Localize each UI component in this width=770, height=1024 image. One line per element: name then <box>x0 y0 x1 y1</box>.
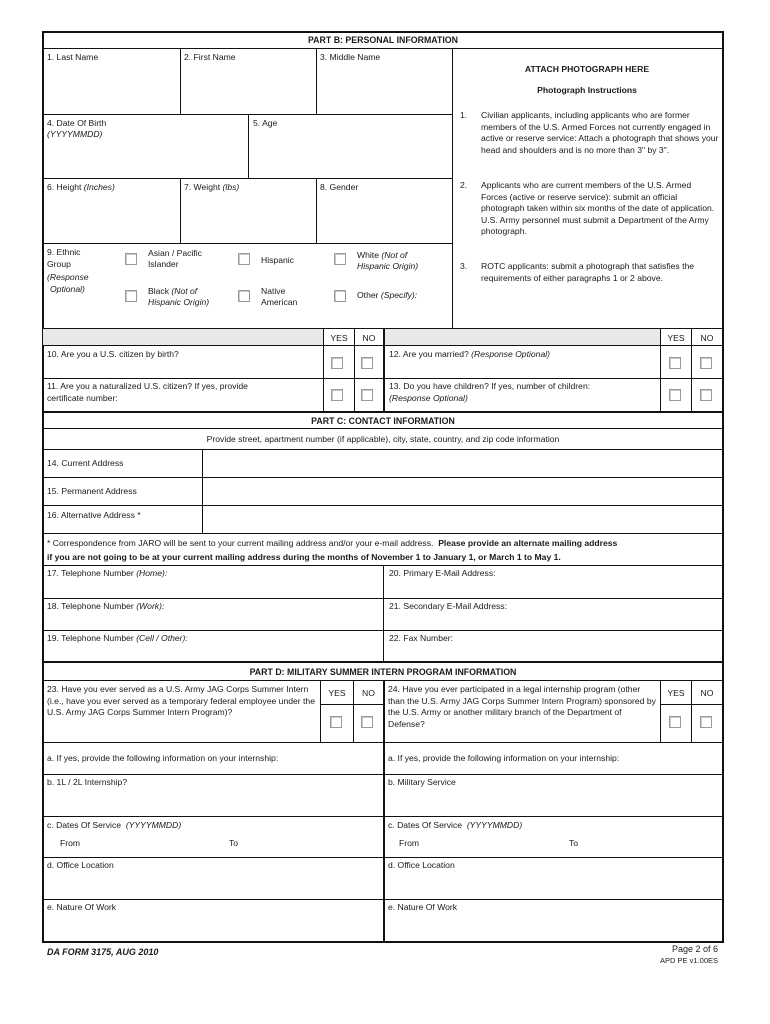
q11-no-checkbox[interactable] <box>361 389 373 401</box>
gender-field[interactable] <box>317 195 451 242</box>
black-label: Black <box>148 286 170 296</box>
q11-yes-checkbox[interactable] <box>331 389 343 401</box>
alternative-address-field[interactable] <box>203 506 722 533</box>
tel-work-qualifier: (Work): <box>136 601 165 611</box>
q24-no-checkbox[interactable] <box>700 716 712 728</box>
white-qualifier: (Not of <box>381 250 408 260</box>
native-checkbox[interactable] <box>238 290 250 302</box>
tel-home-field[interactable] <box>44 580 382 597</box>
age-field[interactable] <box>249 130 451 177</box>
nature-of-work-right-label: e. Nature Of Work <box>388 902 458 912</box>
other-checkbox[interactable] <box>334 290 346 302</box>
q11-label-1: 11. Are you a naturalized U.S. citizen? If yes, provide <box>47 381 248 391</box>
middle-name-field[interactable] <box>317 64 451 113</box>
q12-optional: (Response Optional) <box>471 349 550 359</box>
q24-yes-header: YES <box>667 688 685 698</box>
photo-title: ATTACH PHOTOGRAPH HERE <box>524 64 650 74</box>
email-primary-label: 20. Primary E-Mail Address: <box>389 568 496 578</box>
current-address-field[interactable] <box>203 450 722 477</box>
weight-field[interactable] <box>181 195 315 242</box>
q13-yes-checkbox[interactable] <box>669 389 681 401</box>
from-label-right: From <box>399 838 420 848</box>
weight-label: 7. Weight <box>184 182 221 192</box>
age-label: 5. Age <box>253 118 278 128</box>
q13-label: 13. Do you have children? If yes, number of children: <box>389 381 591 391</box>
alternative-address-label: 16. Alternative Address * <box>47 510 141 520</box>
gender-label: 8. Gender <box>320 182 359 192</box>
current-address-label: 14. Current Address <box>47 458 124 468</box>
black-checkbox[interactable] <box>125 290 137 302</box>
tel-home-qualifier: (Home): <box>136 568 168 578</box>
q12-label: 12. Are you married? <box>389 349 469 359</box>
to-label-left: To <box>229 838 239 848</box>
email-primary-field[interactable] <box>385 580 722 597</box>
from-label-left: From <box>60 838 81 848</box>
native-label-2: American <box>261 297 298 307</box>
last-name-field[interactable] <box>44 64 179 113</box>
frame-right <box>722 31 724 943</box>
correspondence-note-2: if you are not going to be at your current mailing address during the months of November 1 to January 1, or March 1 to May 1. <box>47 552 561 562</box>
q10-no-checkbox[interactable] <box>361 357 373 369</box>
no-header-right: NO <box>700 333 714 343</box>
to-date-left-field[interactable] <box>246 834 376 854</box>
part-c-title: PART C: CONTACT INFORMATION <box>311 416 455 426</box>
q12-yes-checkbox[interactable] <box>669 357 681 369</box>
nature-of-work-left-label: e. Nature Of Work <box>47 902 117 912</box>
q23-no-header: NO <box>362 688 375 698</box>
part-b-title: PART B: PERSONAL INFORMATION <box>307 35 459 45</box>
frame-top <box>42 31 724 33</box>
dates-format-right: (YYYYMMDD) <box>466 820 523 830</box>
ethnic-label-1: 9. Ethnic <box>47 247 81 257</box>
instr-3-text: ROTC applicants: submit a photograph that satisfies the requirements of either paragraphs 1 or 2 above. <box>481 261 695 283</box>
height-unit: (Inches) <box>83 182 115 192</box>
black-qualifier: (Not of <box>171 286 198 296</box>
correspondence-note-bold: Please provide an alternate mailing address <box>438 538 618 548</box>
nature-of-work-left-field[interactable] <box>44 914 382 940</box>
first-name-label: 2. First Name <box>184 52 236 62</box>
ethnic-optional-1: (Response <box>47 272 89 282</box>
office-location-left-label: d. Office Location <box>47 860 114 870</box>
tel-cell-qualifier: (Cell / Other): <box>136 633 188 643</box>
instr-2-text: Applicants who are current members of the U.S. Armed Forces (active or reserve service): submit an official photograph taken within six months of the date of application. U.S. Army personnel must submit a Department of the Army photograph. <box>481 180 715 236</box>
white-checkbox[interactable] <box>334 253 346 265</box>
photo-subtitle: Photograph Instructions <box>537 85 637 95</box>
q23-yes-header: YES <box>328 688 346 698</box>
internship-b-left: b. 1L / 2L Internship? <box>47 777 128 787</box>
yes-header-left: YES <box>330 333 348 343</box>
yes-header-right: YES <box>667 333 685 343</box>
internship-a-left: a. If yes, provide the following information on your internship: <box>47 753 279 763</box>
form-id: DA FORM 3175, AUG 2010 <box>47 947 159 957</box>
ethnic-label-2: Group <box>47 259 71 269</box>
dob-field[interactable] <box>44 142 247 177</box>
height-label: 6. Height <box>47 182 82 192</box>
middle-name-label: 3. Middle Name <box>320 52 381 62</box>
hispanic-checkbox[interactable] <box>238 253 250 265</box>
asian-label-2: Islander <box>148 259 179 269</box>
q24-no-header: NO <box>700 688 714 698</box>
asian-label-1: Asian / Pacific <box>148 248 202 258</box>
q10-label: 10. Are you a U.S. citizen by birth? <box>47 349 179 359</box>
from-date-left-field[interactable] <box>86 834 216 854</box>
email-secondary-label: 21. Secondary E-Mail Address: <box>389 601 507 611</box>
military-service-label: b. Military Service <box>388 777 456 787</box>
dob-format: (YYYYMMDD) <box>47 129 103 139</box>
part-d-title: PART D: MILITARY SUMMER INTERN PROGRAM INFORMATION <box>249 667 517 677</box>
tel-work-field[interactable] <box>44 613 382 629</box>
q12-no-checkbox[interactable] <box>700 357 712 369</box>
correspondence-note: * Correspondence from JARO will be sent to your current mailing address and/or your e-mail address. <box>47 538 434 548</box>
internship-type-field[interactable] <box>44 789 382 816</box>
from-date-right-field[interactable] <box>426 834 556 854</box>
no-header-left: NO <box>362 333 376 343</box>
dates-label-right: c. Dates Of Service <box>388 820 463 830</box>
tel-cell-field[interactable] <box>44 645 382 660</box>
office-location-right-field[interactable] <box>385 872 722 898</box>
office-location-left-field[interactable] <box>44 872 382 898</box>
q23-yes-checkbox[interactable] <box>330 716 342 728</box>
office-location-right-label: d. Office Location <box>388 860 455 870</box>
instr-1-text: Civilian applicants, including applicants who are former members of the U.S. Armed Forces not currently engaged in active or reserve service: Attach a photograph that shows your head and shoulders and is no more than 3" by 3". <box>481 110 719 155</box>
q13-optional: (Response Optional) <box>389 393 468 403</box>
to-date-right-field[interactable] <box>586 834 716 854</box>
last-name-label: 1. Last Name <box>47 52 99 62</box>
q24-label: 24. Have you ever participated in a legal internship program (other than the U.S. Army JAG Corps Summer Intern Program) sponsored by the U.S. Army or another military branch of the Department of Defense? <box>388 684 656 729</box>
instr-3-num: 3. <box>460 261 468 271</box>
to-label-right: To <box>569 838 579 848</box>
q11-label-2: certificate number: <box>47 393 118 403</box>
other-specify: (Specify): <box>380 290 418 300</box>
instr-1-num: 1. <box>460 110 468 120</box>
tel-cell-label: 19. Telephone Number <box>47 633 134 643</box>
email-secondary-field[interactable] <box>385 613 722 629</box>
weight-unit: (lbs) <box>222 182 240 192</box>
nature-of-work-right-field[interactable] <box>385 914 722 940</box>
q23-label: 23. Have you ever served as a U.S. Army JAG Corps Summer Intern (i.e., have you ever served as a temporary federal employee under the U.S. Army JAG Corps Summer Intern Program)? <box>47 684 315 717</box>
q13-no-checkbox[interactable] <box>700 389 712 401</box>
height-field[interactable] <box>44 195 179 242</box>
military-service-field[interactable] <box>385 789 722 816</box>
instr-2-num: 2. <box>460 180 468 190</box>
permanent-address-field[interactable] <box>203 478 722 505</box>
other-label: Other <box>357 290 379 300</box>
fax-field[interactable] <box>385 645 722 660</box>
tel-work-label: 18. Telephone Number <box>47 601 134 611</box>
tel-home-label: 17. Telephone Number <box>47 568 134 578</box>
q10-yes-checkbox[interactable] <box>331 357 343 369</box>
hispanic-label: Hispanic <box>261 255 294 265</box>
dates-format-left: (YYYYMMDD) <box>125 820 182 830</box>
fax-label: 22. Fax Number: <box>389 633 453 643</box>
dob-label: 4. Date Of Birth <box>47 118 107 128</box>
internship-a-right: a. If yes, provide the following information on your internship: <box>388 753 620 763</box>
address-instruction: Provide street, apartment number (if applicable), city, state, country, and zip code information <box>206 434 560 444</box>
dates-label-left: c. Dates Of Service <box>47 820 122 830</box>
white-label: White <box>357 250 379 260</box>
permanent-address-label: 15. Permanent Address <box>47 486 137 496</box>
q24-yes-checkbox[interactable] <box>669 716 681 728</box>
ethnic-optional-2: Optional) <box>50 284 85 294</box>
asian-checkbox[interactable] <box>125 253 137 265</box>
page-number: Page 2 of 6 <box>671 944 718 954</box>
first-name-field[interactable] <box>181 64 315 113</box>
form-version: APD PE v1.00ES <box>660 956 718 965</box>
native-label-1: Native <box>261 286 286 296</box>
black-label-2: Hispanic Origin) <box>148 297 210 307</box>
q23-no-checkbox[interactable] <box>361 716 373 728</box>
white-label-2: Hispanic Origin) <box>357 261 419 271</box>
